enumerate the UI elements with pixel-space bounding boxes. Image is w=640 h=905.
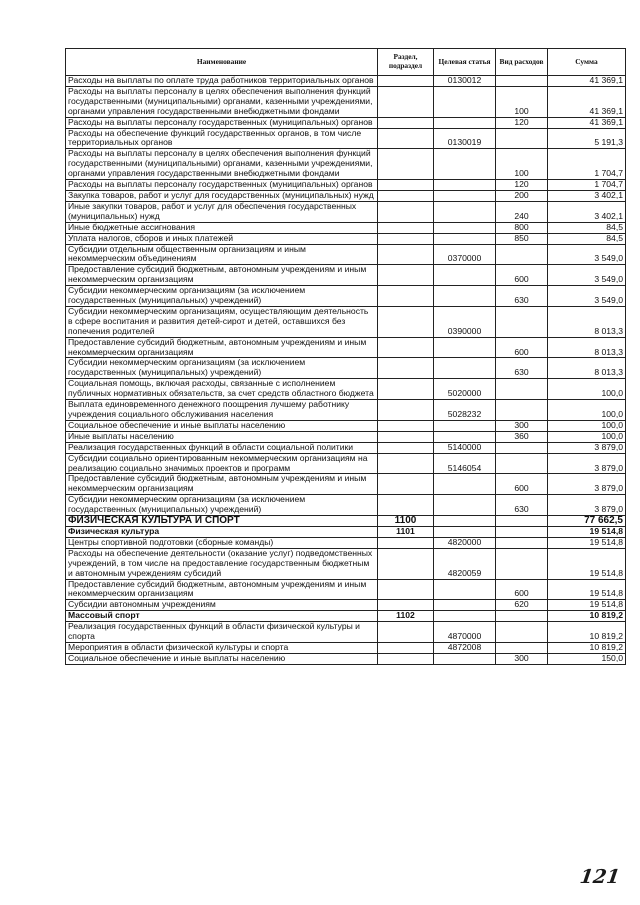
row-name-cell: Иные закупки товаров, работ и услуг для обеспечения государственных (муниципальных) нужд <box>66 201 378 222</box>
row-sum-cell: 84,5 <box>548 222 626 233</box>
row-sum-cell: 19 514,8 <box>548 537 626 548</box>
row-kind-cell: 630 <box>496 495 548 516</box>
row-section-cell <box>378 453 434 474</box>
row-section-cell <box>378 265 434 286</box>
row-article-cell: 5140000 <box>434 442 496 453</box>
row-sum-cell: 100,0 <box>548 400 626 421</box>
row-name-cell: Расходы на выплаты персоналу государственных (муниципальных) органов <box>66 180 378 191</box>
row-article-cell <box>434 495 496 516</box>
row-sum-cell: 10 819,2 <box>548 611 626 622</box>
row-section-cell <box>378 190 434 201</box>
row-kind-cell: 600 <box>496 337 548 358</box>
row-name-cell: Социальное обеспечение и иные выплаты населению <box>66 420 378 431</box>
table-row <box>66 537 626 548</box>
table-row <box>66 86 626 117</box>
row-name-cell: Выплата единовременного денежного поощрения лучшему работнику учреждения социального обслуживания населения <box>66 400 378 421</box>
row-article-cell: 0370000 <box>434 244 496 265</box>
table-row <box>66 117 626 128</box>
table-header-row <box>66 49 626 76</box>
row-article-cell <box>434 474 496 495</box>
table-row <box>66 442 626 453</box>
table-row <box>66 76 626 87</box>
row-name-cell: Расходы на обеспечение функций государственных органов, в том числе территориальных органов <box>66 128 378 149</box>
row-sum-cell: 100,0 <box>548 420 626 431</box>
table-row <box>66 222 626 233</box>
row-section-cell <box>378 495 434 516</box>
row-sum-cell: 3 879,0 <box>548 495 626 516</box>
row-kind-cell: 600 <box>496 579 548 600</box>
row-article-cell: 0130019 <box>434 128 496 149</box>
row-name-cell: Расходы на выплаты по оплате труда работников территориальных органов <box>66 76 378 87</box>
row-name-cell: Расходы на выплаты персоналу в целях обеспечения выполнения функций государственными (муниципальными) органами, казенными учреждениями, органами управления государственными внебюджетными фондами <box>66 149 378 180</box>
row-sum-cell: 1 704,7 <box>548 149 626 180</box>
row-name-cell: Иные бюджетные ассигнования <box>66 222 378 233</box>
row-kind-cell: 300 <box>496 653 548 664</box>
table-row <box>66 201 626 222</box>
row-kind-cell: 100 <box>496 149 548 180</box>
row-article-cell <box>434 233 496 244</box>
row-article-cell <box>434 358 496 379</box>
row-kind-cell <box>496 642 548 653</box>
table-row <box>66 495 626 516</box>
table-row <box>66 149 626 180</box>
row-article-cell <box>434 579 496 600</box>
row-sum-cell: 41 369,1 <box>548 76 626 87</box>
table-row <box>66 611 626 622</box>
row-name-cell: Расходы на выплаты персоналу в целях обеспечения выполнения функций государственными (муниципальными) органами, казенными учреждениями, органами управления государственными внебюджетными фондами <box>66 86 378 117</box>
row-name-cell: Предоставление субсидий бюджетным, автономным учреждениям и иным некоммерческим организациям <box>66 474 378 495</box>
row-kind-cell: 600 <box>496 265 548 286</box>
table-row <box>66 265 626 286</box>
table-row <box>66 286 626 307</box>
header-sum: Сумма <box>548 49 626 76</box>
row-section-cell <box>378 337 434 358</box>
row-kind-cell <box>496 537 548 548</box>
row-kind-cell <box>496 442 548 453</box>
table-row <box>66 244 626 265</box>
table-row <box>66 474 626 495</box>
row-kind-cell <box>496 453 548 474</box>
table-row <box>66 180 626 191</box>
row-section-cell <box>378 642 434 653</box>
row-kind-cell: 200 <box>496 190 548 201</box>
table-row <box>66 653 626 664</box>
row-name-cell: Расходы на обеспечение деятельности (оказание услуг) подведомственных учреждений, в том числе на предоставление государственным бюджетным и автономным учреждениям субсидий <box>66 548 378 579</box>
row-article-cell: 4820000 <box>434 537 496 548</box>
row-article-cell <box>434 117 496 128</box>
row-name-cell: Мероприятия в области физической культуры и спорта <box>66 642 378 653</box>
row-section-cell <box>378 76 434 87</box>
row-article-cell: 5020000 <box>434 379 496 400</box>
row-sum-cell: 5 191,3 <box>548 128 626 149</box>
row-section-cell <box>378 201 434 222</box>
row-section-cell <box>378 244 434 265</box>
page-number: 121 <box>578 866 622 888</box>
row-kind-cell <box>496 400 548 421</box>
row-sum-cell: 8 013,3 <box>548 358 626 379</box>
row-sum-cell: 84,5 <box>548 233 626 244</box>
row-section-cell <box>378 117 434 128</box>
row-kind-cell <box>496 622 548 643</box>
row-section-cell <box>378 442 434 453</box>
row-article-cell <box>434 222 496 233</box>
row-sum-cell: 3 879,0 <box>548 442 626 453</box>
budget-table <box>65 48 626 665</box>
row-article-cell <box>434 431 496 442</box>
row-article-cell: 0390000 <box>434 306 496 337</box>
row-name-cell: Субсидии некоммерческим организациям, осуществляющим деятельность в сфере воспитания и развития детей-сирот и детей, оставшихся без попечения родителей <box>66 306 378 337</box>
table-row <box>66 431 626 442</box>
row-article-cell <box>434 600 496 611</box>
row-section-cell <box>378 622 434 643</box>
row-article-cell <box>434 653 496 664</box>
row-section-cell <box>378 128 434 149</box>
row-name-cell: Субсидии некоммерческим организациям (за исключением государственных (муниципальных) учреждений) <box>66 495 378 516</box>
row-section-cell: 1101 <box>378 526 434 537</box>
row-sum-cell: 19 514,8 <box>548 600 626 611</box>
row-name-cell: Центры спортивной подготовки (сборные команды) <box>66 537 378 548</box>
row-section-cell <box>378 180 434 191</box>
row-section-cell <box>378 474 434 495</box>
row-section-cell <box>378 548 434 579</box>
row-name-cell: Закупка товаров, работ и услуг для государственных (муниципальных) нужд <box>66 190 378 201</box>
table-row <box>66 233 626 244</box>
row-name-cell: ФИЗИЧЕСКАЯ КУЛЬТУРА И СПОРТ <box>66 516 378 527</box>
row-article-cell <box>434 611 496 622</box>
row-article-cell: 4872008 <box>434 642 496 653</box>
row-section-cell <box>378 379 434 400</box>
row-name-cell: Иные выплаты населению <box>66 431 378 442</box>
row-sum-cell: 3 549,0 <box>548 286 626 307</box>
header-section: Раздел, подраздел <box>378 49 434 76</box>
row-article-cell: 5028232 <box>434 400 496 421</box>
table-row <box>66 337 626 358</box>
row-section-cell <box>378 233 434 244</box>
row-name-cell: Уплата налогов, сборов и иных платежей <box>66 233 378 244</box>
row-kind-cell: 630 <box>496 358 548 379</box>
header-name: Наименование <box>66 49 378 76</box>
row-name-cell: Расходы на выплаты персоналу государственных (муниципальных) органов <box>66 117 378 128</box>
row-sum-cell: 3 549,0 <box>548 265 626 286</box>
table-row <box>66 642 626 653</box>
row-sum-cell: 3 879,0 <box>548 474 626 495</box>
row-name-cell: Массовый спорт <box>66 611 378 622</box>
header-article: Целевая статья <box>434 49 496 76</box>
row-section-cell <box>378 358 434 379</box>
row-name-cell: Реализация государственных функций в области физической культуры и спорта <box>66 622 378 643</box>
row-section-cell <box>378 222 434 233</box>
row-kind-cell: 800 <box>496 222 548 233</box>
table-body <box>66 76 626 665</box>
row-sum-cell: 3 549,0 <box>548 244 626 265</box>
row-section-cell <box>378 579 434 600</box>
table-row <box>66 516 626 527</box>
row-sum-cell: 19 514,8 <box>548 526 626 537</box>
row-kind-cell <box>496 244 548 265</box>
table-row <box>66 128 626 149</box>
row-article-cell <box>434 516 496 527</box>
row-kind-cell: 300 <box>496 420 548 431</box>
row-name-cell: Субсидии некоммерческим организациям (за исключением государственных (муниципальных) учреждений) <box>66 286 378 307</box>
table-row <box>66 190 626 201</box>
table-row <box>66 306 626 337</box>
row-sum-cell: 3 879,0 <box>548 453 626 474</box>
row-kind-cell <box>496 526 548 537</box>
row-name-cell: Предоставление субсидий бюджетным, автономным учреждениям и иным некоммерческим организациям <box>66 579 378 600</box>
table-row <box>66 600 626 611</box>
row-name-cell: Социальная помощь, включая расходы, связанные с исполнением публичных нормативных обязательств, за счет средств областного бюджета <box>66 379 378 400</box>
row-article-cell <box>434 420 496 431</box>
row-sum-cell: 3 402,1 <box>548 190 626 201</box>
row-section-cell <box>378 600 434 611</box>
row-kind-cell: 620 <box>496 600 548 611</box>
table-row <box>66 453 626 474</box>
row-article-cell: 4820059 <box>434 548 496 579</box>
row-kind-cell <box>496 516 548 527</box>
row-section-cell <box>378 537 434 548</box>
header-kind: Вид расходов <box>496 49 548 76</box>
row-name-cell: Субсидии некоммерческим организациям (за исключением государственных (муниципальных) учреждений) <box>66 358 378 379</box>
row-kind-cell <box>496 128 548 149</box>
row-section-cell <box>378 86 434 117</box>
row-sum-cell: 8 013,3 <box>548 337 626 358</box>
table-row <box>66 548 626 579</box>
table-row <box>66 526 626 537</box>
row-section-cell <box>378 400 434 421</box>
table-row <box>66 622 626 643</box>
row-section-cell <box>378 420 434 431</box>
table-row <box>66 400 626 421</box>
row-sum-cell: 8 013,3 <box>548 306 626 337</box>
row-section-cell: 1102 <box>378 611 434 622</box>
row-article-cell <box>434 86 496 117</box>
row-sum-cell: 41 369,1 <box>548 117 626 128</box>
table-row <box>66 379 626 400</box>
row-name-cell: Субсидии автономным учреждениям <box>66 600 378 611</box>
row-kind-cell <box>496 379 548 400</box>
row-article-cell <box>434 149 496 180</box>
row-article-cell <box>434 337 496 358</box>
row-kind-cell: 600 <box>496 474 548 495</box>
row-section-cell <box>378 286 434 307</box>
row-article-cell: 4870000 <box>434 622 496 643</box>
table-row <box>66 420 626 431</box>
table-row <box>66 358 626 379</box>
row-kind-cell <box>496 611 548 622</box>
row-sum-cell: 100,0 <box>548 379 626 400</box>
row-article-cell: 5146054 <box>434 453 496 474</box>
row-section-cell <box>378 653 434 664</box>
row-sum-cell: 19 514,8 <box>548 548 626 579</box>
row-name-cell: Субсидии отдельным общественным организациям и иным некоммерческим объединениям <box>66 244 378 265</box>
row-section-cell <box>378 306 434 337</box>
row-kind-cell: 240 <box>496 201 548 222</box>
row-section-cell: 1100 <box>378 516 434 527</box>
row-kind-cell: 630 <box>496 286 548 307</box>
row-article-cell <box>434 190 496 201</box>
row-article-cell: 0130012 <box>434 76 496 87</box>
row-name-cell: Предоставление субсидий бюджетным, автономным учреждениям и иным некоммерческим организациям <box>66 337 378 358</box>
row-article-cell <box>434 180 496 191</box>
row-kind-cell: 100 <box>496 86 548 117</box>
row-section-cell <box>378 149 434 180</box>
row-name-cell: Социальное обеспечение и иные выплаты населению <box>66 653 378 664</box>
row-kind-cell: 120 <box>496 180 548 191</box>
row-name-cell: Реализация государственных функций в области социальной политики <box>66 442 378 453</box>
row-name-cell: Физическая культура <box>66 526 378 537</box>
row-kind-cell: 850 <box>496 233 548 244</box>
row-kind-cell <box>496 548 548 579</box>
row-sum-cell: 100,0 <box>548 431 626 442</box>
row-sum-cell: 1 704,7 <box>548 180 626 191</box>
table-row <box>66 579 626 600</box>
row-sum-cell: 10 819,2 <box>548 642 626 653</box>
row-sum-cell: 10 819,2 <box>548 622 626 643</box>
row-sum-cell: 77 662,5 <box>548 516 626 527</box>
row-sum-cell: 3 402,1 <box>548 201 626 222</box>
row-kind-cell <box>496 76 548 87</box>
row-article-cell <box>434 201 496 222</box>
row-sum-cell: 41 369,1 <box>548 86 626 117</box>
row-name-cell: Субсидии социально ориентированным некоммерческим организациям на реализацию социально значимых проектов и программ <box>66 453 378 474</box>
row-sum-cell: 150,0 <box>548 653 626 664</box>
row-section-cell <box>378 431 434 442</box>
row-sum-cell: 19 514,8 <box>548 579 626 600</box>
row-name-cell: Предоставление субсидий бюджетным, автономным учреждениям и иным некоммерческим организациям <box>66 265 378 286</box>
row-article-cell <box>434 265 496 286</box>
row-kind-cell <box>496 306 548 337</box>
row-kind-cell: 360 <box>496 431 548 442</box>
row-article-cell <box>434 286 496 307</box>
row-kind-cell: 120 <box>496 117 548 128</box>
row-article-cell <box>434 526 496 537</box>
